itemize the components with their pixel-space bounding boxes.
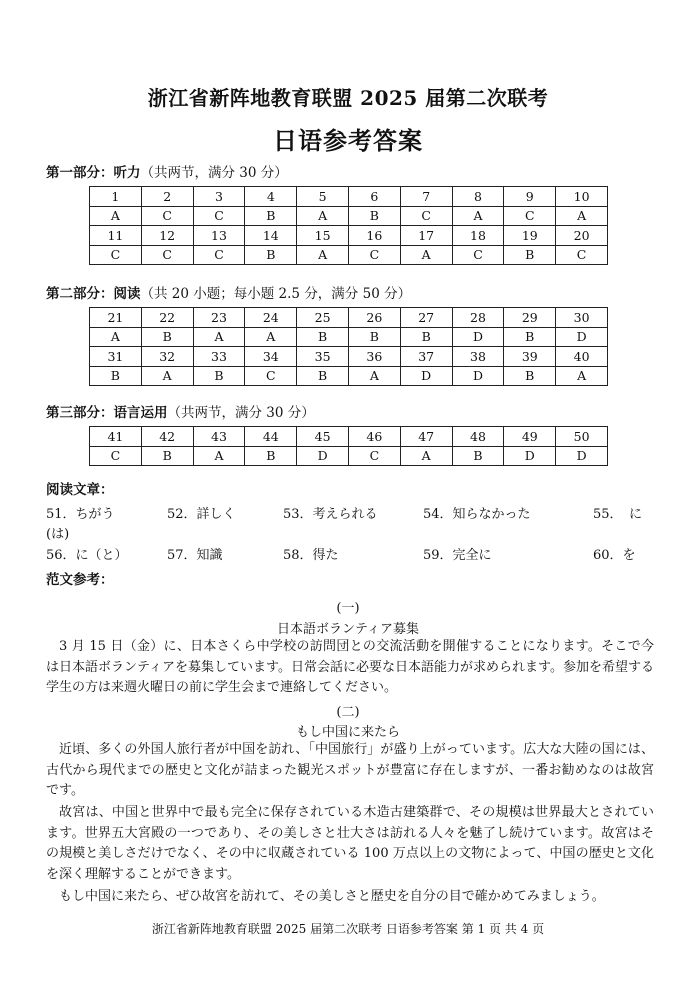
essay-2-title: もし中国に来たら [295,725,400,740]
answer-cell: C [90,446,142,466]
question-number-cell: 30 [556,308,608,328]
question-number-cell: 13 [193,226,245,246]
answer-cell: C [141,245,193,265]
question-number-cell: 5 [297,187,349,207]
section-usage-label: 第三部分：语言运用 [46,405,168,421]
answer-54: 54．知らなかった [423,507,531,522]
answer-cell: B [141,446,193,466]
essay-2-paragraph-3: もし中国に来たら、ぜひ故宮を訪れて、その美しさと歴史を自分の目で確かめてみましょう。 [59,889,605,904]
answer-cell: A [90,206,142,226]
answer-cell: B [504,327,556,347]
answer-cell: D [556,327,608,347]
answer-cell: A [90,327,142,347]
reading-text-heading: 阅读文章： [46,482,114,498]
section-reading-heading [46,282,411,302]
answer-cell: C [193,206,245,226]
question-number-cell: 24 [245,308,297,328]
answer-row [90,245,608,265]
question-number-cell: 38 [452,347,504,367]
answer-53: 53．考えられる [283,507,378,522]
question-number-cell: 10 [556,187,608,207]
answer-cell: A [452,206,504,226]
answer-cell: A [141,366,193,386]
answer-cell: A [400,245,452,265]
answer-55: 55． に [593,507,643,522]
question-number-cell: 3 [193,187,245,207]
question-number-cell: 35 [297,347,349,367]
question-number-cell: 43 [193,427,245,447]
question-number-cell: 47 [400,427,452,447]
question-number-cell: 42 [141,427,193,447]
question-number-cell: 31 [90,347,142,367]
answer-cell: C [452,245,504,265]
essay-2-paragraph-1: 近頃、多くの外国人旅行者が中国を訪れ、「中国旅行」が盛り上がっています。広大な大陸の国には、古代から現代までの歴史と文化が詰まった観光スポットが豊富に存在しますが、一番お勧めなのは故宮です。 [46,742,654,798]
answer-cell: C [400,206,452,226]
question-number-cell: 45 [297,427,349,447]
answer-60: 60．を [593,548,636,563]
question-number-row [90,187,608,207]
answer-cell: C [245,366,297,386]
question-number-cell: 21 [90,308,142,328]
answer-row [90,446,608,466]
answer-cell: A [556,206,608,226]
section-listening-label: 第一部分：听力 [46,165,141,181]
answer-cell: C [348,245,400,265]
question-number-cell: 8 [452,187,504,207]
document-subtitle: 日语参考答案 [273,126,423,155]
answer-cell: B [245,206,297,226]
question-number-cell: 28 [452,308,504,328]
section-usage-note: （共两节，满分 30 分） [167,405,315,421]
answer-cell: C [90,245,142,265]
answer-cell: A [556,366,608,386]
answer-cell: A [297,206,349,226]
question-number-cell: 4 [245,187,297,207]
question-number-cell: 22 [141,308,193,328]
listening-answer-table [89,186,608,265]
section-usage-heading [46,401,315,421]
answer-cell: B [504,245,556,265]
question-number-row [90,427,608,447]
answer-51: 51．ちがう [46,507,115,522]
question-number-cell: 40 [556,347,608,367]
exam-title: 浙江省新阵地教育联盟 2025 届第二次联考 [147,86,549,110]
question-number-cell: 6 [348,187,400,207]
question-number-row [90,308,608,328]
question-number-cell: 34 [245,347,297,367]
answer-cell: B [452,446,504,466]
answer-cell: A [348,366,400,386]
usage-answer-table [89,426,608,466]
answer-cell: A [193,446,245,466]
section-reading-note: （共 20 小题；每小题 2.5 分，满分 50 分） [140,286,412,302]
answer-cell: A [297,245,349,265]
reading-answer-table [89,307,608,386]
answer-cell: D [556,446,608,466]
answer-cell: D [452,366,504,386]
essay-2-marker: (二) [336,705,360,720]
answer-cell: B [141,327,193,347]
answer-cell: D [297,446,349,466]
question-number-cell: 49 [504,427,556,447]
answer-row [90,206,608,226]
question-number-cell: 25 [297,308,349,328]
question-number-cell: 12 [141,226,193,246]
question-number-cell: 14 [245,226,297,246]
essay-1-title: 日本語ボランティア募集 [277,622,419,637]
answer-cell: A [400,446,452,466]
answer-cell: B [348,206,400,226]
question-number-cell: 37 [400,347,452,367]
model-essay-heading: 范文参考： [46,572,114,588]
answer-cell: B [400,327,452,347]
question-number-cell: 19 [504,226,556,246]
answer-cell: B [504,366,556,386]
answer-cell: B [193,366,245,386]
question-number-cell: 11 [90,226,142,246]
question-number-cell: 7 [400,187,452,207]
answer-cell: C [348,446,400,466]
question-number-cell: 33 [193,347,245,367]
section-listening-note: （共两节，满分 30 分） [140,165,288,181]
question-number-cell: 1 [90,187,142,207]
answer-cell: C [504,206,556,226]
question-number-cell: 23 [193,308,245,328]
essay-1-body: 3 月 15 日（金）に、日本さくら中学校の訪問団との交流活動を開催することになります。そこで今は日本語ボランティアを募集しています。日常会話に必要な日本語能力が求められます。参加を希望する学生の方は来週火曜日の前に学生会まで連絡してください。 [46,639,654,695]
question-number-cell: 50 [556,427,608,447]
essay-2-paragraph-2: 故宮は、中国と世界中で最も完全に保存されている木造古建築群で、その規模は世界最大とされています。世界五大宮殿の一つであり、その美しさと壮大さは訪れる人々を魅了し続けています。故宮はその規模と美しさだけでなく、その中に収蔵されている 100 万点以上の文物によって、中国の歴史と文化を深く理解することができます。 [46,805,654,882]
question-number-cell: 27 [400,308,452,328]
answer-row [90,327,608,347]
answer-cell: D [452,327,504,347]
answer-cell: B [245,245,297,265]
answer-cell: B [245,446,297,466]
question-number-cell: 36 [348,347,400,367]
question-number-cell: 29 [504,308,556,328]
answer-cell: D [400,366,452,386]
question-number-cell: 46 [348,427,400,447]
answer-cell: B [348,327,400,347]
essay-1-marker: (一) [336,601,360,616]
answer-row [90,366,608,386]
answer-cell: D [504,446,556,466]
question-number-cell: 39 [504,347,556,367]
question-number-cell: 41 [90,427,142,447]
answer-58: 58．得た [283,548,339,563]
answer-cell: C [556,245,608,265]
question-number-row [90,226,608,246]
answer-cell: B [90,366,142,386]
answer-55-continued: (は) [46,527,70,542]
page-footer: 浙江省新阵地教育联盟 2025 届第二次联考 日语参考答案 第 1 页 共 4 页 [151,922,545,936]
answer-cell: B [297,366,349,386]
answer-52: 52．詳しく [167,507,236,522]
answer-57: 57．知識 [167,548,223,563]
answer-cell: C [193,245,245,265]
question-number-cell: 48 [452,427,504,447]
question-number-cell: 26 [348,308,400,328]
answer-cell: C [141,206,193,226]
question-number-cell: 20 [556,226,608,246]
question-number-cell: 32 [141,347,193,367]
question-number-row [90,347,608,367]
answer-59: 59．完全に [423,548,492,563]
answer-cell: A [193,327,245,347]
question-number-cell: 15 [297,226,349,246]
section-reading-label: 第二部分：阅读 [46,286,141,302]
answer-56: 56．に（と） [46,548,128,563]
question-number-cell: 17 [400,226,452,246]
question-number-cell: 18 [452,226,504,246]
question-number-cell: 44 [245,427,297,447]
section-listening-heading [46,161,288,181]
question-number-cell: 16 [348,226,400,246]
question-number-cell: 2 [141,187,193,207]
answer-cell: A [245,327,297,347]
answer-cell: B [297,327,349,347]
question-number-cell: 9 [504,187,556,207]
